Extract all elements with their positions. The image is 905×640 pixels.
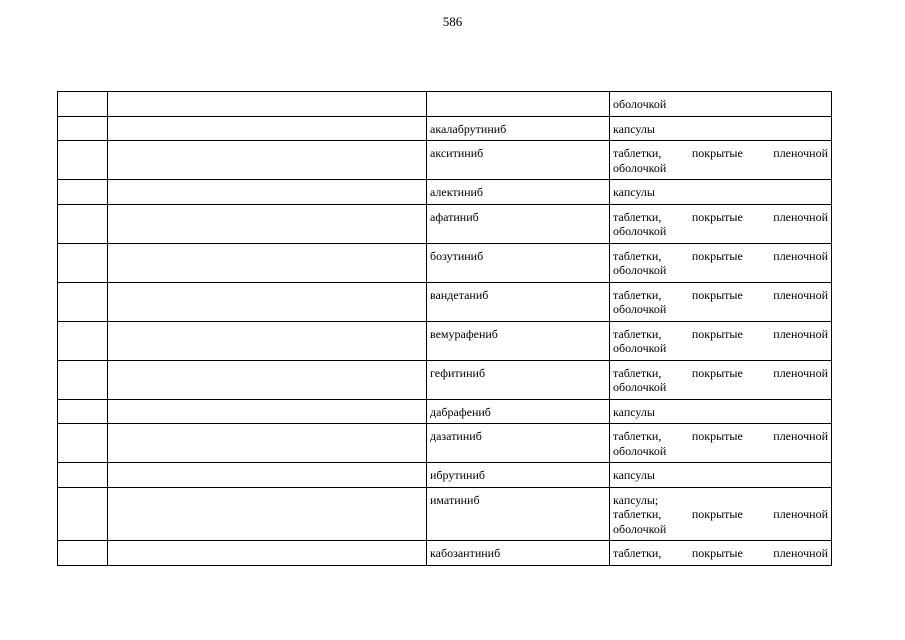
dosage-form-line: таблетки, покрытые пленочной	[613, 326, 828, 341]
group-name-cell	[108, 424, 427, 463]
dosage-form-line: оболочкой	[613, 341, 667, 355]
atc-code-cell	[58, 141, 108, 180]
dosage-form-cell	[610, 282, 832, 321]
drug-name-cell: вандетаниб	[427, 282, 610, 321]
group-name-cell	[108, 360, 427, 399]
dosage-form-line: оболочкой	[613, 380, 667, 394]
drug-name-cell	[427, 92, 610, 117]
dosage-form-cell	[610, 321, 832, 360]
dosage-form-line: оболочкой	[613, 302, 667, 316]
dosage-form-cell	[610, 424, 832, 463]
table-row	[58, 487, 832, 541]
group-name-cell	[108, 487, 427, 541]
table-row	[58, 282, 832, 321]
drug-name-cell: афатиниб	[427, 204, 610, 243]
dosage-form-line: оболочкой	[613, 160, 667, 175]
drug-name-cell: ибрутиниб	[427, 463, 610, 488]
dosage-form-line: капсулы	[613, 121, 655, 136]
dosage-form-cell	[610, 204, 832, 243]
dosage-form-cell	[610, 180, 832, 205]
table-row	[58, 243, 832, 282]
drug-name-cell: алектиниб	[427, 180, 610, 205]
dosage-form-line: таблетки, покрытые пленочной	[613, 209, 828, 224]
atc-code-cell	[58, 541, 108, 566]
atc-code-cell	[58, 243, 108, 282]
group-name-cell	[108, 180, 427, 205]
dosage-form-line: таблетки, покрытые пленочной	[613, 287, 828, 302]
dosage-form-line: оболочкой	[613, 97, 667, 111]
table-row	[58, 424, 832, 463]
drug-name-cell: вемурафениб	[427, 321, 610, 360]
dosage-form-cell	[610, 487, 832, 541]
group-name-cell	[108, 541, 427, 566]
group-name-cell	[108, 141, 427, 180]
drug-name-cell: гефитиниб	[427, 360, 610, 399]
atc-code-cell	[58, 321, 108, 360]
dosage-form-line: таблетки, покрытые пленочной	[613, 429, 828, 443]
dosage-form-line: оболочкой	[613, 521, 667, 536]
table-row	[58, 180, 832, 205]
dosage-form-cell	[610, 463, 832, 488]
group-name-cell	[108, 399, 427, 424]
drug-name-cell: акситиниб	[427, 141, 610, 180]
drug-name-cell: дабрафениб	[427, 399, 610, 424]
table-row	[58, 463, 832, 488]
group-name-cell	[108, 282, 427, 321]
table-row	[58, 92, 832, 117]
table-row	[58, 399, 832, 424]
drug-table	[57, 91, 832, 566]
atc-code-cell	[58, 204, 108, 243]
dosage-form-cell	[610, 243, 832, 282]
dosage-form-line: капсулы	[613, 468, 655, 482]
dosage-form-cell	[610, 541, 832, 566]
dosage-form-line: таблетки, покрытые пленочной	[613, 365, 828, 380]
drug-name-cell: кабозантиниб	[427, 541, 610, 566]
table-row	[58, 321, 832, 360]
dosage-form-line: оболочкой	[613, 263, 667, 277]
page-number: 586	[442, 14, 463, 29]
table-row	[58, 204, 832, 243]
dosage-form-cell	[610, 399, 832, 424]
dosage-form-line: оболочкой	[613, 224, 667, 238]
dosage-form-line: таблетки, покрытые пленочной	[613, 507, 828, 521]
group-name-cell	[108, 116, 427, 141]
dosage-form-cell	[610, 141, 832, 180]
atc-code-cell	[58, 463, 108, 488]
dosage-form-cell	[610, 116, 832, 141]
dosage-form-line: капсулы	[613, 404, 655, 419]
drug-name-cell: бозутиниб	[427, 243, 610, 282]
dosage-form-line: таблетки, покрытые пленочной	[613, 546, 828, 560]
atc-code-cell	[58, 92, 108, 117]
dosage-form-line: капсулы	[613, 185, 655, 199]
atc-code-cell	[58, 180, 108, 205]
atc-code-cell	[58, 282, 108, 321]
table-row	[58, 541, 832, 566]
dosage-form-line: таблетки, покрытые пленочной	[613, 146, 828, 160]
atc-code-cell	[58, 399, 108, 424]
table-row	[58, 116, 832, 141]
drug-name-cell: иматиниб	[427, 487, 610, 541]
table-body	[58, 92, 832, 566]
table-row	[58, 141, 832, 180]
dosage-form-cell	[610, 360, 832, 399]
atc-code-cell	[58, 116, 108, 141]
drug-name-cell: акалабрутиниб	[427, 116, 610, 141]
table-row	[58, 360, 832, 399]
drug-name-cell: дазатиниб	[427, 424, 610, 463]
dosage-form-line: оболочкой	[613, 443, 667, 458]
dosage-form-cell	[610, 92, 832, 117]
group-name-cell	[108, 463, 427, 488]
atc-code-cell	[58, 424, 108, 463]
group-name-cell	[108, 204, 427, 243]
dosage-form-line: таблетки, покрытые пленочной	[613, 248, 828, 263]
dosage-form-line: капсулы;	[613, 492, 659, 507]
group-name-cell	[108, 92, 427, 117]
group-name-cell	[108, 321, 427, 360]
atc-code-cell	[58, 360, 108, 399]
atc-code-cell	[58, 487, 108, 541]
group-name-cell	[108, 243, 427, 282]
